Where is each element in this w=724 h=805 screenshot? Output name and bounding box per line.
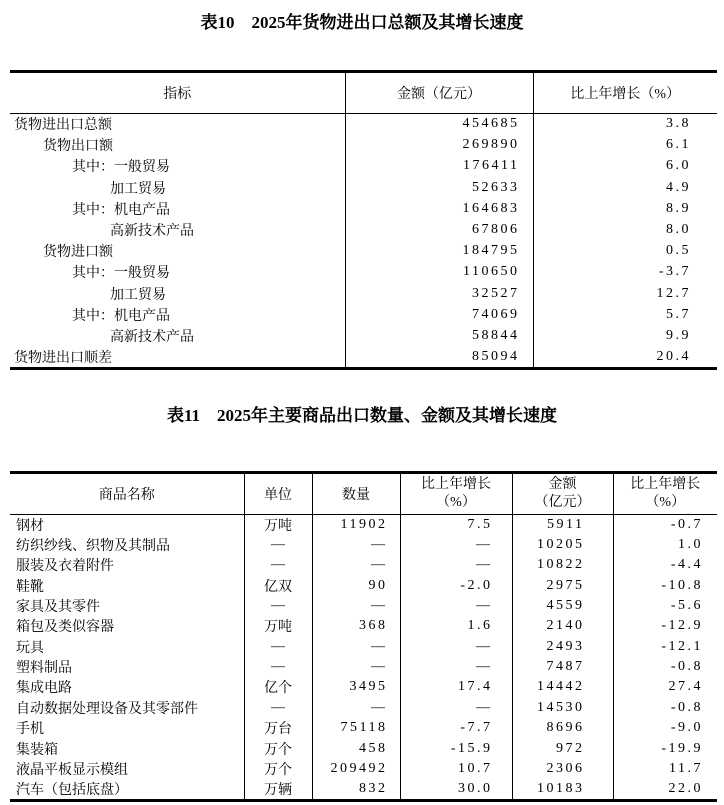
amount-growth-cell: -4.4 <box>670 557 703 573</box>
quantity-cell: 209492 <box>312 759 400 779</box>
amount-cell: 10822 <box>512 555 613 575</box>
table10-row <box>10 347 717 369</box>
unit-cell: 万吨 <box>244 514 312 535</box>
quantity-growth-cell: — <box>400 698 512 718</box>
amount-growth-cell: -5.6 <box>670 597 703 613</box>
table11-header-amt-growth-line2: （%） <box>645 494 686 510</box>
quantity-growth-cell: — <box>400 596 512 616</box>
amount-cell: 7487 <box>512 657 613 677</box>
table11-header-amount-line1: 金额 <box>548 477 577 493</box>
table11-header-row <box>10 472 717 514</box>
amount-cell: 2975 <box>512 575 613 595</box>
indicator-cell: 加工贸易 <box>10 283 345 304</box>
indicator-cell: 其中：一般贸易 <box>10 262 345 283</box>
table10 <box>10 70 717 370</box>
amount-cell: 972 <box>512 738 613 758</box>
indicator-cell: 加工贸易 <box>10 177 345 198</box>
table11-row <box>10 657 717 677</box>
table11-row <box>10 779 717 801</box>
table10-header-indicator: 指标 <box>10 72 345 114</box>
product-name-cell: 服装及衣着附件 <box>10 555 244 575</box>
growth-cell: 6.0 <box>666 158 691 174</box>
indicator-cell: 货物进出口总额 <box>10 114 345 135</box>
quantity-cell: — <box>312 698 400 718</box>
quantity-cell: — <box>312 555 400 575</box>
quantity-growth-cell: -7.7 <box>400 718 512 738</box>
amount-growth-cell: -10.8 <box>661 577 703 593</box>
table11-header-amt-growth-line1: 比上年增长 <box>630 477 701 493</box>
table11-header-qty-growth-line2: （%） <box>436 494 476 510</box>
amount-cell: 32527 <box>345 283 533 304</box>
table11-header-amount-line2: （亿元） <box>534 494 591 510</box>
quantity-cell: — <box>312 596 400 616</box>
growth-cell: 8.0 <box>666 222 691 238</box>
amount-growth-cell: -19.9 <box>661 740 703 756</box>
table10-header-growth: 比上年增长（%） <box>533 72 717 114</box>
table11-header-name: 商品名称 <box>10 472 244 514</box>
table11-body <box>10 514 717 801</box>
amount-cell: 176411 <box>345 156 533 177</box>
table10-row <box>10 177 717 198</box>
table11 <box>10 471 717 803</box>
quantity-cell: — <box>312 657 400 677</box>
unit-cell: — <box>244 637 312 657</box>
indicator-cell: 其中：机电产品 <box>10 198 345 219</box>
amount-growth-cell: -0.8 <box>670 699 703 715</box>
growth-cell: 9.9 <box>666 327 691 343</box>
table11-header-qty-growth-line1: 比上年增长 <box>421 477 491 493</box>
amount-growth-cell: -9.0 <box>670 720 703 736</box>
growth-cell: 5.7 <box>666 306 691 322</box>
growth-cell: 8.9 <box>666 200 691 216</box>
table10-row <box>10 198 717 219</box>
table10-row <box>10 283 717 304</box>
product-name-cell: 手机 <box>10 718 244 738</box>
product-name-cell: 自动数据处理设备及其零部件 <box>10 698 244 718</box>
growth-cell: 6.1 <box>666 137 691 153</box>
amount-growth-cell: 11.7 <box>669 761 703 777</box>
table10-row <box>10 325 717 346</box>
table10-body <box>10 114 717 369</box>
table11-header <box>10 472 717 514</box>
table10-row <box>10 156 717 177</box>
product-name-cell: 玩具 <box>10 637 244 657</box>
table10-row <box>10 219 717 240</box>
quantity-cell: 3495 <box>312 677 400 697</box>
amount-cell: 2140 <box>512 616 613 636</box>
table11-header-unit: 单位 <box>244 472 312 514</box>
amount-cell: 10205 <box>512 535 613 555</box>
quantity-cell: 11902 <box>312 514 400 535</box>
amount-cell: 184795 <box>345 241 533 262</box>
amount-cell: 8696 <box>512 718 613 738</box>
amount-cell: 85094 <box>345 347 533 369</box>
unit-cell: — <box>244 698 312 718</box>
amount-cell: 10183 <box>512 779 613 801</box>
amount-cell: 14442 <box>512 677 613 697</box>
quantity-growth-cell: — <box>400 637 512 657</box>
table11-row <box>10 677 717 697</box>
indicator-cell: 高新技术产品 <box>10 325 345 346</box>
product-name-cell: 塑料制品 <box>10 657 244 677</box>
amount-cell: 74069 <box>345 304 533 325</box>
amount-growth-cell: 22.0 <box>668 781 703 797</box>
unit-cell: — <box>244 657 312 677</box>
table10-header-row <box>10 72 717 114</box>
amount-cell: 164683 <box>345 198 533 219</box>
growth-cell: 3.8 <box>666 116 691 132</box>
table11-row <box>10 514 717 535</box>
table10-row <box>10 304 717 325</box>
unit-cell: — <box>244 555 312 575</box>
unit-cell: 万个 <box>244 738 312 758</box>
table11-header-amt-growth <box>613 472 717 514</box>
indicator-cell: 高新技术产品 <box>10 219 345 240</box>
growth-cell: 12.7 <box>656 285 691 301</box>
indicator-cell: 其中：一般贸易 <box>10 156 345 177</box>
amount-cell: 2493 <box>512 637 613 657</box>
table10-row <box>10 114 717 135</box>
quantity-cell: 832 <box>312 779 400 801</box>
quantity-cell: 90 <box>312 575 400 595</box>
amount-cell: 67806 <box>345 219 533 240</box>
table10-header-amount: 金额（亿元） <box>345 72 533 114</box>
table11-header-quantity: 数量 <box>312 472 400 514</box>
product-name-cell: 集成电路 <box>10 677 244 697</box>
growth-cell: 0.5 <box>666 243 691 259</box>
quantity-cell: — <box>312 637 400 657</box>
product-name-cell: 集装箱 <box>10 738 244 758</box>
table10-row <box>10 135 717 156</box>
table11-title: 表11 2025年主要商品出口数量、金额及其增长速度 <box>166 405 558 425</box>
amount-growth-cell: -12.9 <box>661 618 703 634</box>
quantity-growth-cell: 30.0 <box>400 779 512 801</box>
amount-growth-cell: -12.1 <box>661 638 703 654</box>
unit-cell: 亿个 <box>244 677 312 697</box>
quantity-cell: 458 <box>312 738 400 758</box>
amount-cell: 454685 <box>345 114 533 135</box>
growth-cell: 20.4 <box>656 348 691 364</box>
table11-row <box>10 555 717 575</box>
quantity-growth-cell: 10.7 <box>400 759 512 779</box>
unit-cell: 万吨 <box>244 616 312 636</box>
amount-cell: 110650 <box>345 262 533 283</box>
unit-cell: 亿双 <box>244 575 312 595</box>
table11-row <box>10 698 717 718</box>
amount-growth-cell: 1.0 <box>678 536 703 552</box>
unit-cell: 万辆 <box>244 779 312 801</box>
amount-cell: 2306 <box>512 759 613 779</box>
quantity-growth-cell: 1.6 <box>400 616 512 636</box>
indicator-cell: 货物出口额 <box>10 135 345 156</box>
quantity-growth-cell: 7.5 <box>400 514 512 535</box>
table10-title: 表10 2025年货物进出口总额及其增长速度 <box>200 13 524 32</box>
table11-row <box>10 616 717 636</box>
growth-cell: 4.9 <box>666 179 691 195</box>
unit-cell: — <box>244 596 312 616</box>
quantity-growth-cell: -15.9 <box>400 738 512 758</box>
growth-cell: -3.7 <box>658 264 691 280</box>
table11-row <box>10 596 717 616</box>
amount-cell: 14530 <box>512 698 613 718</box>
unit-cell: 万台 <box>244 718 312 738</box>
product-name-cell: 钢材 <box>10 514 244 535</box>
table11-header-amount <box>512 472 613 514</box>
amount-cell: 58844 <box>345 325 533 346</box>
unit-cell: — <box>244 535 312 555</box>
product-name-cell: 纺织纱线、织物及其制品 <box>10 535 244 555</box>
table11-header-qty-growth <box>400 472 512 514</box>
amount-cell: 5911 <box>512 514 613 535</box>
amount-cell: 269890 <box>345 135 533 156</box>
product-name-cell: 家具及其零件 <box>10 596 244 616</box>
quantity-growth-cell: 17.4 <box>400 677 512 697</box>
indicator-cell: 其中：机电产品 <box>10 304 345 325</box>
product-name-cell: 汽车（包括底盘） <box>10 779 244 801</box>
quantity-cell: — <box>312 535 400 555</box>
product-name-cell: 液晶平板显示模组 <box>10 759 244 779</box>
table11-row <box>10 738 717 758</box>
unit-cell: 万个 <box>244 759 312 779</box>
indicator-cell: 货物进口额 <box>10 241 345 262</box>
table10-row <box>10 262 717 283</box>
amount-cell: 52633 <box>345 177 533 198</box>
amount-growth-cell: -0.7 <box>670 516 703 532</box>
product-name-cell: 箱包及类似容器 <box>10 616 244 636</box>
quantity-growth-cell: — <box>400 657 512 677</box>
table11-row <box>10 535 717 555</box>
table10-header <box>10 72 717 114</box>
amount-growth-cell: -0.8 <box>670 659 703 675</box>
indicator-cell: 货物进出口顺差 <box>10 347 345 369</box>
amount-growth-cell: 27.4 <box>668 679 703 695</box>
quantity-growth-cell: -2.0 <box>400 575 512 595</box>
product-name-cell: 鞋靴 <box>10 575 244 595</box>
quantity-cell: 75118 <box>312 718 400 738</box>
quantity-growth-cell: — <box>400 555 512 575</box>
table11-row <box>10 759 717 779</box>
table11-row <box>10 637 717 657</box>
amount-cell: 4559 <box>512 596 613 616</box>
quantity-growth-cell: — <box>400 535 512 555</box>
table10-row <box>10 241 717 262</box>
table11-row <box>10 718 717 738</box>
table11-row <box>10 575 717 595</box>
quantity-cell: 368 <box>312 616 400 636</box>
